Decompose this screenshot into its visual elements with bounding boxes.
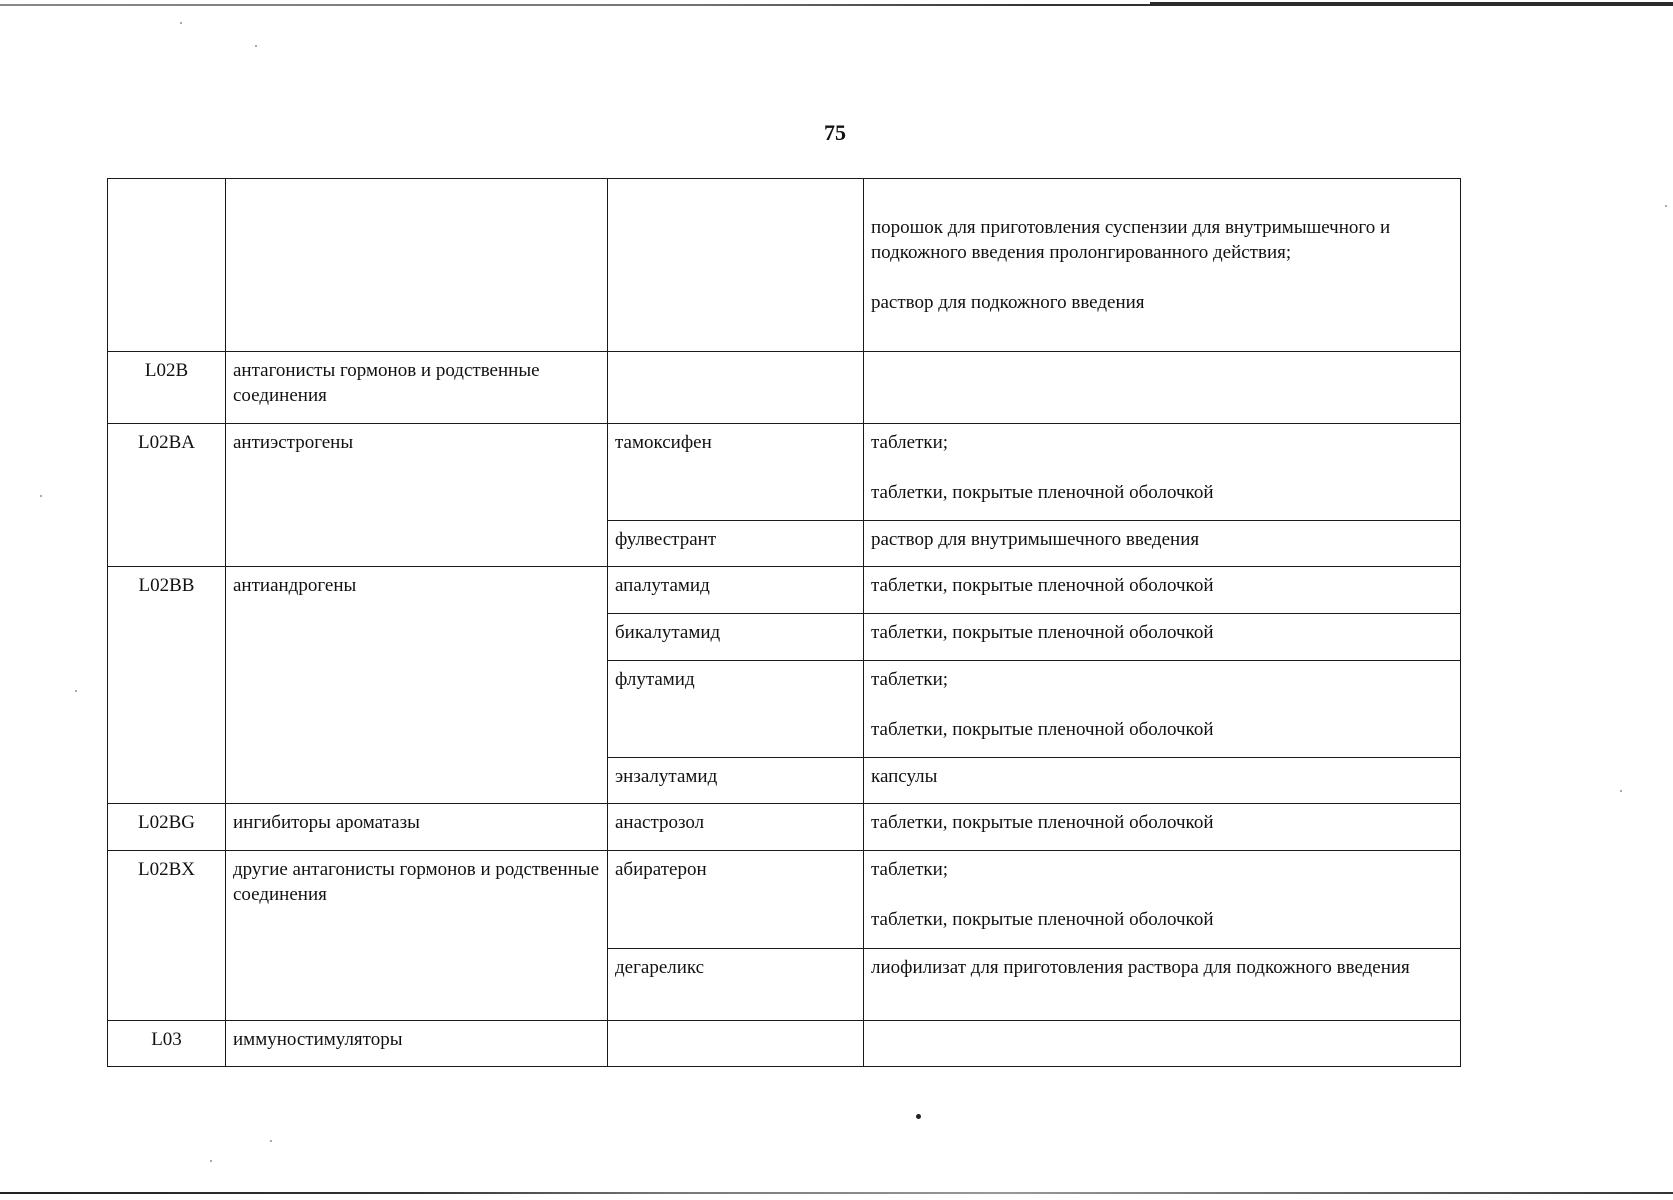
- drug-classification-table: [107, 178, 1461, 1067]
- substance-cell: [608, 1021, 864, 1067]
- dosage-forms-cell: [864, 851, 1461, 949]
- atc-code-cell: L02BA: [108, 424, 226, 567]
- table-row: [108, 804, 1461, 851]
- scan-speck: [1620, 790, 1622, 792]
- dosage-forms-cell: [864, 179, 1461, 352]
- dosage-form: таблетки;: [871, 432, 949, 453]
- scan-speck: [210, 1160, 212, 1162]
- scan-speck: [916, 1114, 921, 1119]
- dosage-form: таблетки, покрытые пленочной оболочкой: [871, 482, 1214, 503]
- substance-cell: [608, 352, 864, 424]
- dosage-form: раствор для подкожного введения: [871, 292, 1145, 313]
- dosage-form: таблетки, покрытые пленочной оболочкой: [871, 812, 1214, 833]
- atc-code-cell: [108, 179, 226, 352]
- group-name-cell: другие антагонисты гормонов и родственные соединения: [226, 851, 608, 1021]
- dosage-form: раствор для внутримышечного введения: [871, 529, 1200, 550]
- dosage-forms-cell: [864, 949, 1461, 1021]
- group-name-cell: [226, 179, 608, 352]
- group-name-cell: ингибиторы ароматазы: [226, 804, 608, 851]
- group-name-cell: иммуностимуляторы: [226, 1021, 608, 1067]
- scan-speck: [270, 1140, 272, 1142]
- scan-speck: [40, 495, 42, 497]
- table-row: [108, 851, 1461, 949]
- page-number: 75: [824, 120, 846, 145]
- scan-speck: [180, 22, 182, 24]
- table-row: [108, 424, 1461, 521]
- substance-cell: анастрозол: [608, 804, 864, 851]
- table-row: [108, 1021, 1461, 1067]
- dosage-forms-cell: [864, 1021, 1461, 1067]
- substance-cell: флутамид: [608, 661, 864, 758]
- dosage-forms-cell: [864, 614, 1461, 661]
- substance-cell: дегареликс: [608, 949, 864, 1021]
- atc-code-cell: L03: [108, 1021, 226, 1067]
- dosage-forms-cell: [864, 758, 1461, 804]
- atc-code-cell: L02B: [108, 352, 226, 424]
- atc-code-cell: L02BG: [108, 804, 226, 851]
- group-name-cell: антиэстрогены: [226, 424, 608, 567]
- substance-cell: тамоксифен: [608, 424, 864, 521]
- substance-cell: фулвестрант: [608, 521, 864, 567]
- dosage-forms-cell: [864, 804, 1461, 851]
- dosage-form: таблетки, покрытые пленочной оболочкой: [871, 909, 1214, 930]
- substance-cell: апалутамид: [608, 567, 864, 614]
- group-name-cell: антагонисты гормонов и родственные соединения: [226, 352, 608, 424]
- substance-cell: бикалутамид: [608, 614, 864, 661]
- atc-code-cell: L02BB: [108, 567, 226, 804]
- dosage-forms-cell: [864, 352, 1461, 424]
- dosage-form: порошок для приготовления суспензии для внутримышечного и подкожного введения пролонгированного действия;: [871, 217, 1391, 263]
- scan-speck: [255, 45, 257, 47]
- table-row: [108, 567, 1461, 614]
- dosage-forms-cell: [864, 567, 1461, 614]
- dosage-forms-cell: [864, 521, 1461, 567]
- dosage-form: таблетки;: [871, 859, 949, 880]
- dosage-forms-cell: [864, 661, 1461, 758]
- dosage-form: таблетки, покрытые пленочной оболочкой: [871, 622, 1214, 643]
- table-row: [108, 352, 1461, 424]
- scan-border-top-dark: [1150, 2, 1673, 6]
- dosage-forms-cell: [864, 424, 1461, 521]
- scan-border-bottom: [0, 1192, 1673, 1194]
- table-row: [108, 179, 1461, 352]
- dosage-form: лиофилизат для приготовления раствора для подкожного введения: [871, 957, 1410, 978]
- scan-speck: [1665, 205, 1667, 207]
- dosage-form: капсулы: [871, 766, 938, 787]
- dosage-form: таблетки, покрытые пленочной оболочкой: [871, 575, 1214, 596]
- dosage-form: таблетки, покрытые пленочной оболочкой: [871, 719, 1214, 740]
- substance-cell: [608, 179, 864, 352]
- scan-speck: [75, 690, 77, 692]
- substance-cell: абиратерон: [608, 851, 864, 949]
- group-name-cell: антиандрогены: [226, 567, 608, 804]
- dosage-form: таблетки;: [871, 669, 949, 690]
- atc-code-cell: L02BX: [108, 851, 226, 1021]
- substance-cell: энзалутамид: [608, 758, 864, 804]
